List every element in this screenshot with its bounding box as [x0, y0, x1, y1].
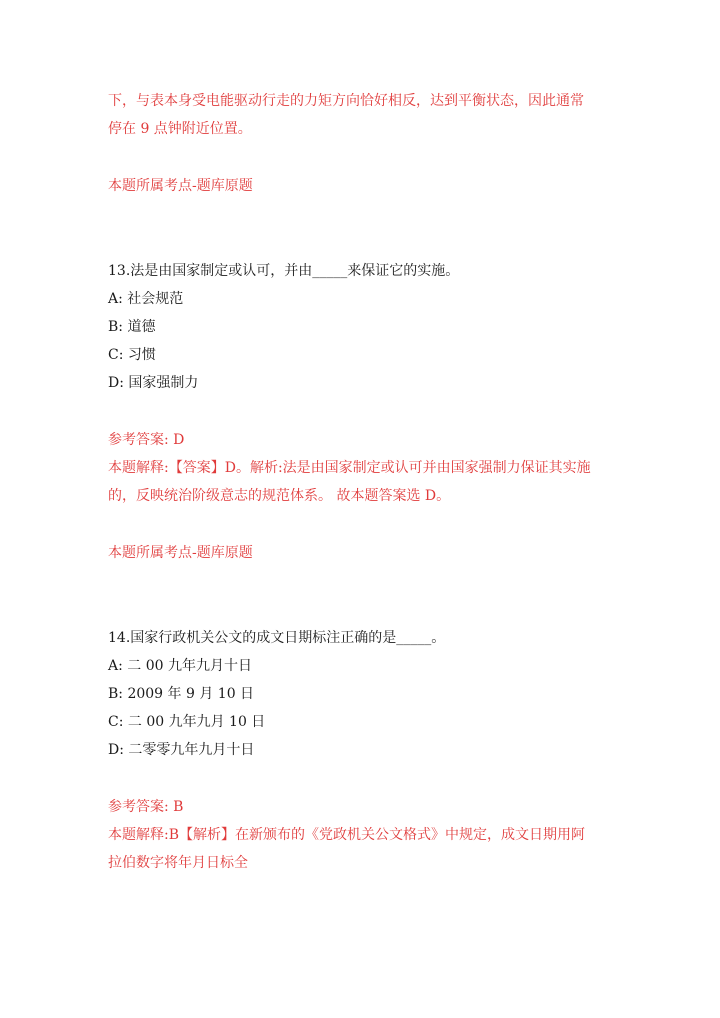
- question-13-text: 13.法是由国家制定或认可，并由_____来保证它的实施。: [108, 263, 460, 279]
- question-13-option-a: A: 社会规范: [108, 291, 184, 307]
- question-13-explanation-line-1: 本题解释:【答案】D。解析:法是由国家制定或认可并由国家强制力保证其实施: [108, 460, 591, 476]
- question-14-option-a: A: 二 00 九年九月十日: [108, 658, 252, 674]
- question-14-option-b: B: 2009 年 9 月 10 日: [108, 686, 255, 702]
- question-13-source-label: 本题所属考点-题库原题: [108, 545, 253, 561]
- question-14-explanation-line-1: 本题解释:B【解析】在新颁布的《党政机关公文格式》中规定，成文日期用阿: [108, 827, 586, 843]
- question-14-answer: 参考答案: B: [108, 799, 184, 815]
- explanation-continued-line-1: 下，与表本身受电能驱动行走的力矩方向恰好相反，达到平衡状态，因此通常: [108, 93, 584, 109]
- question-14-option-c: C: 二 00 九年九月 10 日: [108, 714, 266, 730]
- question-13-option-c: C: 习惯: [108, 347, 156, 363]
- question-13-answer: 参考答案: D: [108, 432, 185, 448]
- question-13-explanation-line-2: 的，反映统治阶级意志的规范体系。 故本题答案选 D。: [108, 488, 451, 504]
- explanation-continued-line-2: 停在 9 点钟附近位置。: [108, 121, 252, 137]
- question-14-explanation-line-2: 拉伯数字将年月日标全: [108, 855, 248, 871]
- question-13-option-b: B: 道德: [108, 319, 156, 335]
- question-13-option-d: D: 国家强制力: [108, 375, 199, 391]
- question-14-option-d: D: 二零零九年九月十日: [108, 742, 255, 758]
- question-14-text: 14.国家行政机关公文的成文日期标注正确的是_____。: [108, 630, 446, 646]
- question-source-label: 本题所属考点-题库原题: [108, 178, 253, 194]
